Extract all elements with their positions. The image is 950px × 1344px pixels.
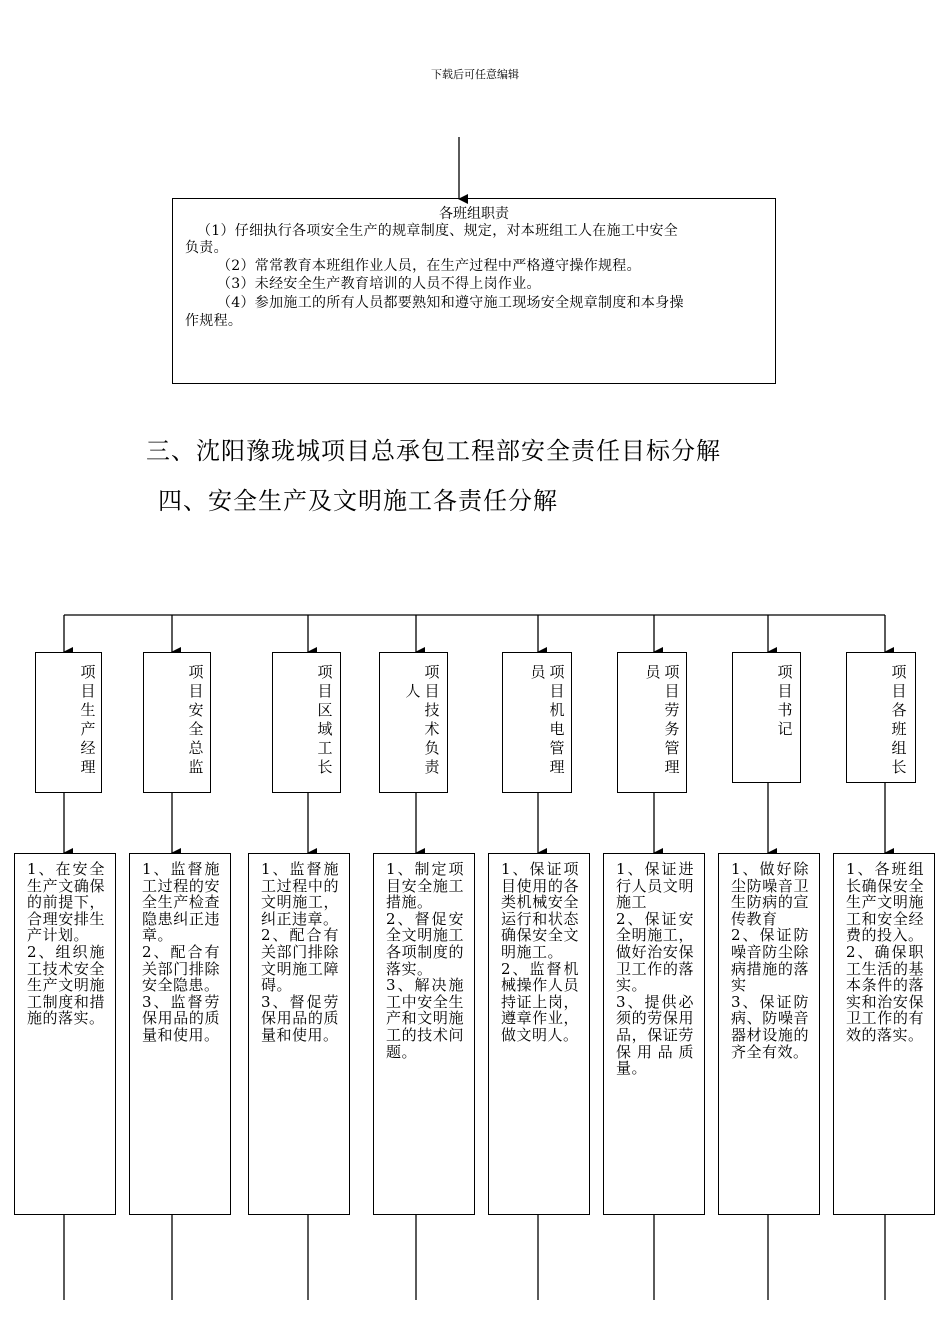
responsibility-text: 1、各班组长确保安全生产文明施工和安全经费的投入。 2、确保职工生活的基本条件的落实和治安保卫工作的有效的落实。 [846,860,924,1044]
responsibility-text: 1、保证进行人员文明施工 2、保证安全明施工，做好治安保卫工作的落实。 3、提供必须的劳保用品，保证劳保用品质量。 [616,860,694,1078]
role-label: 项目书记 [777,663,793,738]
role-label-suffix: 员 [530,663,546,681]
responsibility-box [718,853,820,1215]
responsibility-text: 1、制定项目安全施工措施。 2、督促安全文明施工各项制度的落实。 3、解决施工中安全生产和文明施工的技术问题。 [386,860,464,1061]
responsibility-box [833,853,935,1215]
role-box [35,652,102,793]
role-label: 项目生产经理 [80,663,96,776]
responsibility-text: 1、保证项目使用的各类机械安全运行和状态确保安全文明施工。 2、监督机械操作人员持证上岗，遵章作业，做文明人。 [501,860,579,1044]
section-heading-3: 三、沈阳豫珑城项目总承包工程部安全责任目标分解 [146,437,721,465]
role-box [143,652,211,793]
team-duties-line: 作规程。 [185,313,243,329]
team-duties-line: （4）参加施工的所有人员都要熟知和遵守施工现场安全规章制度和本身操 [217,295,684,311]
team-duties-box [172,198,776,384]
responsibility-box [248,853,350,1215]
responsibility-box [14,853,116,1215]
responsibility-text: 1、做好除尘防噪音卫生防病的宣传教育 2、保证防噪音防尘除病措施的落实 3、保证防病、防噪音器材设施的齐全有效。 [731,860,809,1061]
responsibility-box [373,853,475,1215]
responsibility-text: 1、在安全生产文确保的前提下，合理安排生产计划。 2、组织施工技术安全生产文明施工制度和措施的落实。 [27,860,105,1028]
role-box [732,652,801,783]
responsibility-box [488,853,590,1215]
section-heading-4: 四、安全生产及文明施工各责任分解 [158,487,558,515]
role-label-suffix: 员 [645,663,661,681]
role-label: 项目技术负责 [424,663,440,776]
responsibility-box [603,853,705,1215]
role-box [617,652,687,793]
role-box [846,652,916,783]
role-box [502,652,572,793]
responsibility-text: 1、监督施工过程的安全生产检查隐患纠正违章。 2、配合有关部门排除安全隐患。 3、监督劳保用品的质量和使用。 [142,860,220,1044]
role-label: 项目劳务管理 [664,663,680,776]
header-note: 下载后可任意编辑 [431,68,519,81]
responsibility-text: 1、监督施工过程中的文明施工，纠正违章。 2、配合有关部门排除文明施工障碍。 3、督促劳保用品的质量和使用。 [261,860,339,1044]
role-box [379,652,448,793]
role-label: 项目各班组长 [891,663,907,776]
role-label: 项目机电管理 [549,663,565,776]
role-box [272,652,341,793]
team-duties-line: （1）仔细执行各项安全生产的规章制度、规定，对本班组工人在施工中安全 [197,223,679,239]
responsibility-box [129,853,231,1215]
team-duties-title: 各班组职责 [439,206,509,222]
role-label: 项目区域工长 [317,663,333,776]
role-label-suffix: 人 [405,682,421,700]
team-duties-line: 负责。 [185,240,228,256]
role-label: 项目安全总监 [188,663,204,776]
team-duties-line: （3）未经安全生产教育培训的人员不得上岗作业。 [217,276,541,292]
team-duties-line: （2）常常教育本班组作业人员，在生产过程中严格遵守操作规程。 [217,258,641,274]
